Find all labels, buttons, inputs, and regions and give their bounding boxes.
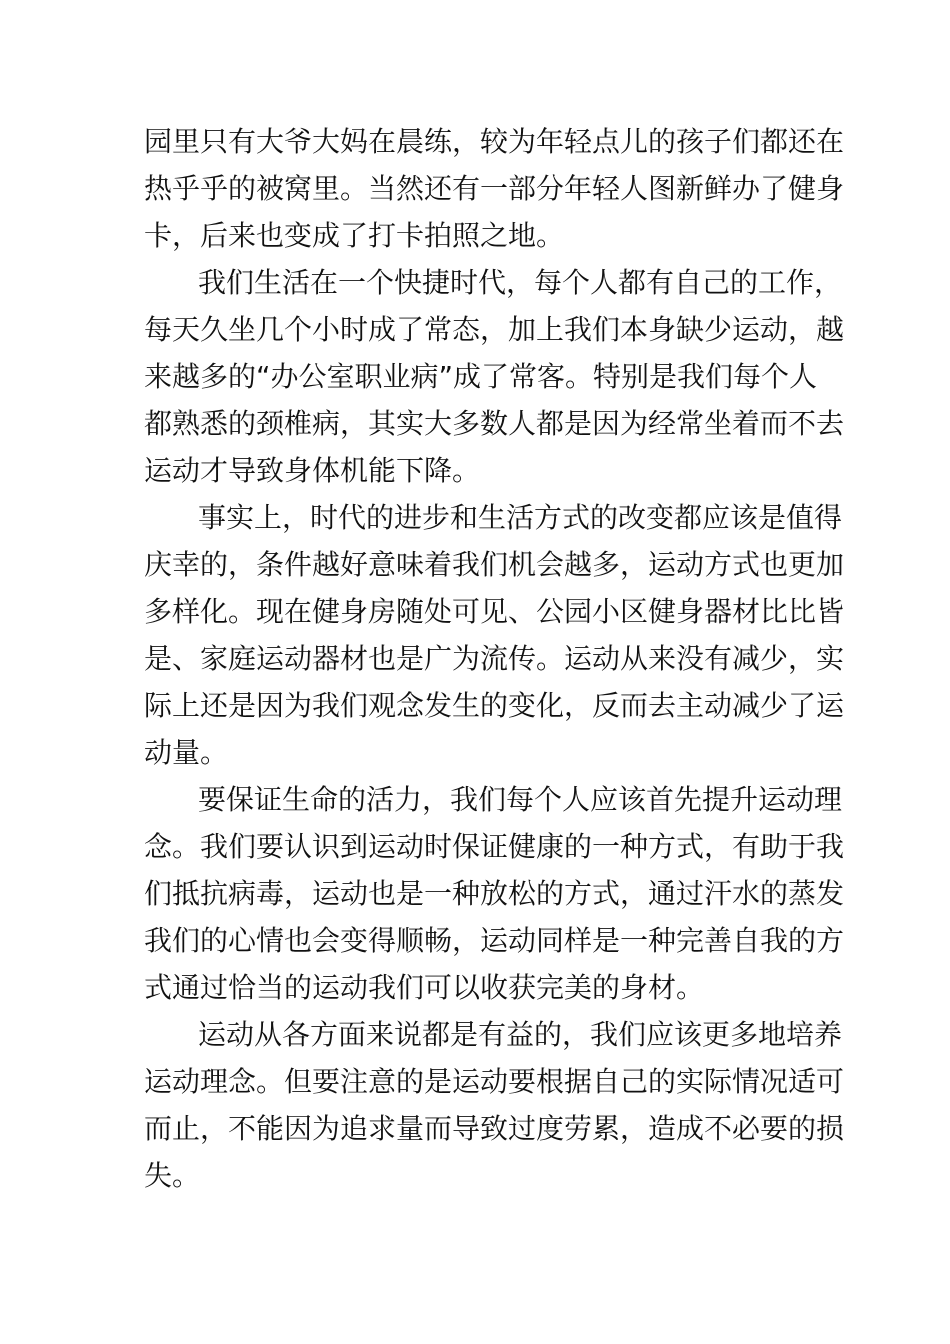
paragraph-line: 际上还是因为我们观念发生的变化，反而去主动减少了运 (144, 689, 845, 722)
paragraph-line: 都熟悉的颈椎病，其实大多数人都是因为经常坐着而不去 (144, 407, 845, 440)
paragraph-line: 式通过恰当的运动我们可以收获完美的身材。 (144, 971, 705, 1004)
paragraph-line: 运动从各方面来说都是有益的，我们应该更多地培养 (198, 1018, 843, 1051)
paragraph-line: 动量。 (144, 736, 229, 769)
paragraph-line: 每天久坐几个小时成了常态，加上我们本身缺少运动，越 (144, 313, 845, 346)
paragraph-line: 来越多的“办公室职业病”成了常客。特别是我们每个人 (144, 360, 818, 393)
paragraph-line: 热乎乎的被窝里。当然还有一部分年轻人图新鲜办了健身 (144, 172, 845, 205)
paragraph-line: 我们生活在一个快捷时代，每个人都有自己的工作， (198, 266, 843, 299)
document-body (144, 118, 845, 1199)
paragraph-line: 运动才导致身体机能下降。 (144, 454, 481, 487)
paragraph-5 (144, 1011, 845, 1199)
paragraph-line: 庆幸的，条件越好意味着我们机会越多，运动方式也更加 (144, 548, 845, 581)
paragraph-4 (144, 776, 845, 1011)
paragraph-line: 运动理念。但要注意的是运动要根据自己的实际情况适可 (144, 1065, 845, 1098)
paragraph-line: 园里只有大爷大妈在晨练，较为年轻点儿的孩子们都还在 (144, 125, 845, 158)
paragraph-line: 是、家庭运动器材也是广为流传。运动从来没有减少，实 (144, 642, 845, 675)
paragraph-line: 我们的心情也会变得顺畅，运动同样是一种完善自我的方 (144, 924, 845, 957)
paragraph-line: 多样化。现在健身房随处可见、公园小区健身器材比比皆 (144, 595, 845, 628)
paragraph-2 (144, 259, 845, 494)
paragraph-3 (144, 494, 845, 776)
paragraph-line: 失。 (144, 1159, 201, 1192)
paragraph-line: 们抵抗病毒，运动也是一种放松的方式，通过汗水的蒸发 (144, 877, 845, 910)
paragraph-1 (144, 118, 845, 259)
paragraph-line: 卡，后来也变成了打卡拍照之地。 (144, 219, 565, 252)
paragraph-line: 要保证生命的活力，我们每个人应该首先提升运动理 (198, 783, 843, 816)
paragraph-line: 事实上，时代的进步和生活方式的改变都应该是值得 (198, 501, 843, 534)
paragraph-line: 念。我们要认识到运动时保证健康的一种方式，有助于我 (144, 830, 845, 863)
paragraph-line: 而止，不能因为追求量而导致过度劳累，造成不必要的损 (144, 1112, 845, 1145)
